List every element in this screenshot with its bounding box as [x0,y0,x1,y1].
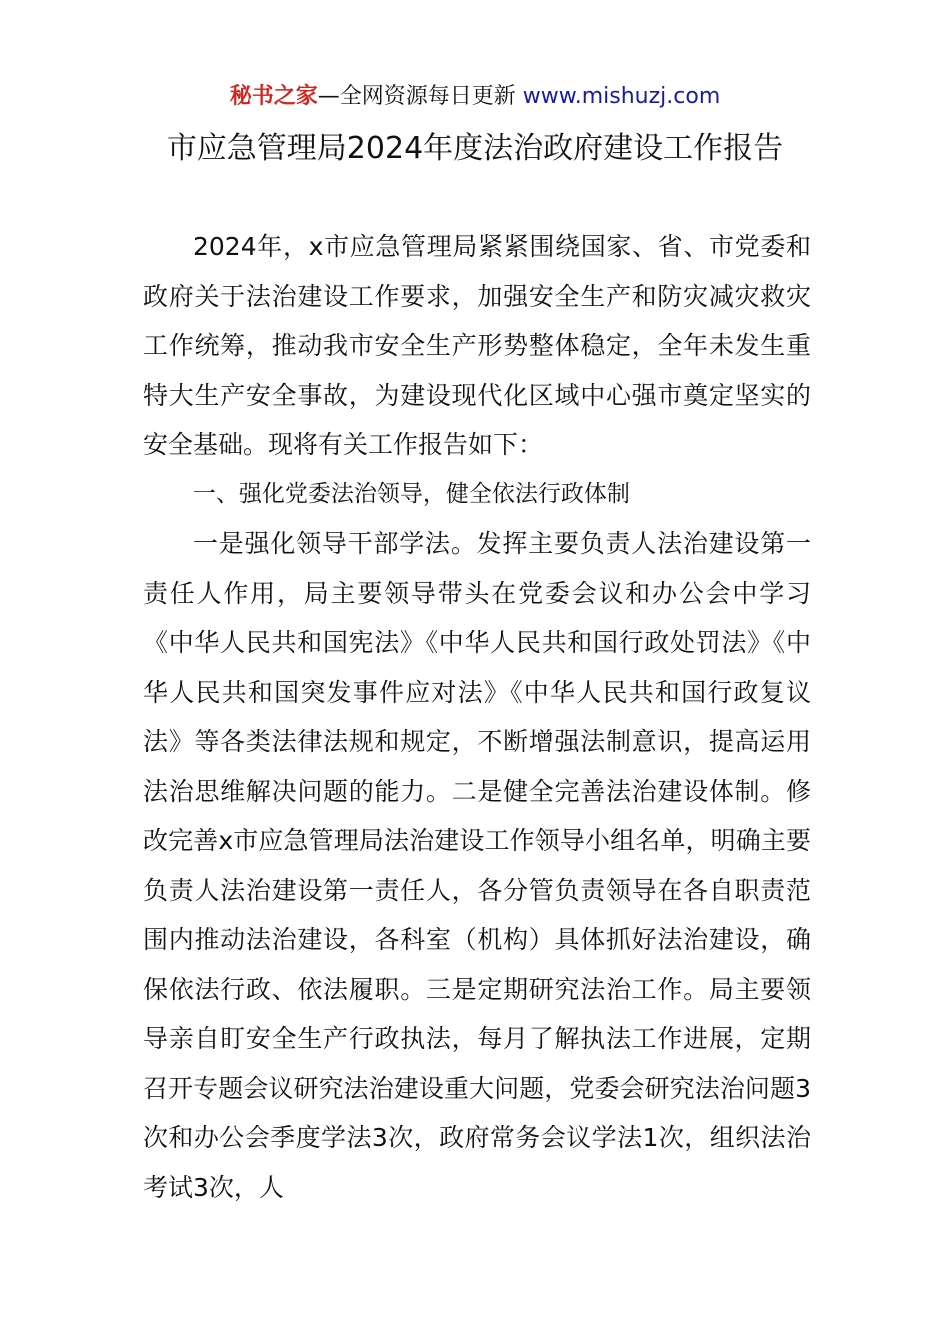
header-tagline: —全网资源每日更新 [317,84,516,109]
section-heading-1: 一、强化党委法治领导，健全依法行政体制 [192,480,630,507]
document-body [143,222,811,1212]
brand-name: 秘书之家 [229,84,318,109]
document-title: 市应急管理局2024年度法治政府建设工作报告 [166,131,784,166]
intro-paragraph: 2024年，x市应急管理局紧紧围绕国家、省、市党委和政府关于法治建设工作要求，加强安全生产和防灾减灾救灾工作统筹，推动我市安全生产形势整体稳定，全年未发生重特大生产安全事故，为建设现代化区域中心强市奠定坚实的安全基础。现将有关工作报告如下： [143,232,811,459]
site-url-link[interactable]: www.mishuzj.com [522,84,721,109]
site-header [0,80,950,114]
section-1-paragraph: 一是强化领导干部学法。发挥主要负责人法治建设第一责任人作用，局主要领导带头在党委会议和办公会中学习《中华人民共和国宪法》《中华人民共和国行政处罚法》《中华人民共和国突发事件应对法》《中华人民共和国行政复议法》等各类法律法规和规定，不断增强法制意识，提高运用法治思维解决问题的能力。二是健全完善法治建设体制。修改完善x市应急管理局法治建设工作领导小组名单，明确主要负责人法治建设第一责任人，各分管负责领导在各自职责范围内推动法治建设，各科室（机构）具体抓好法治建设，确保依法行政、依法履职。三是定期研究法治工作。局主要领导亲自盯安全生产行政执法，每月了解执法工作进展，定期召开专题会议研究法治建设重大问题，党委会研究法治问题3次和办公会季度学法3次，政府常务会议学法1次，组织法治考试3次，人 [143,529,811,1202]
